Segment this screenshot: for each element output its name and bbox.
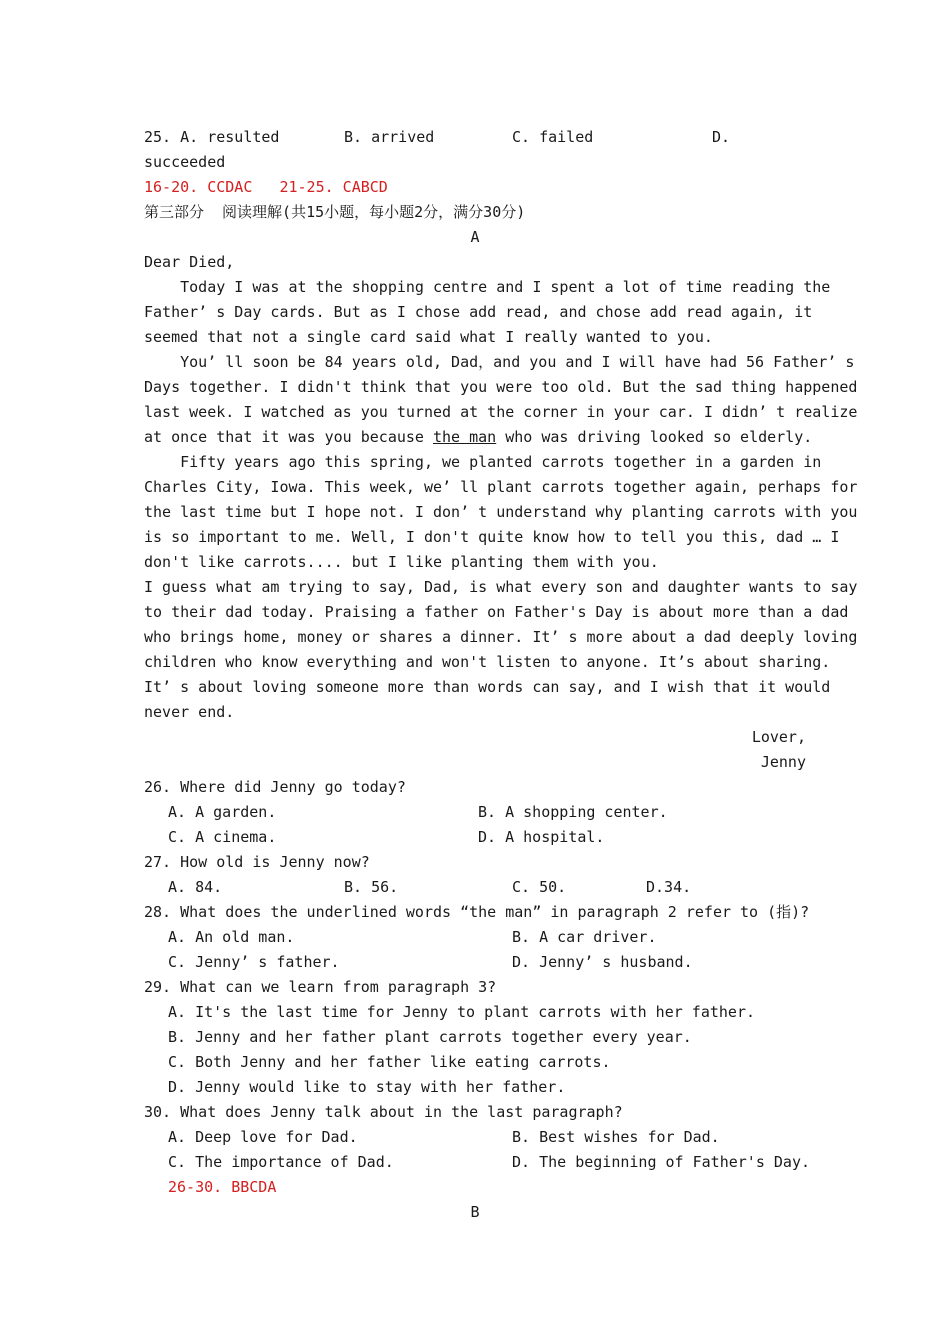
- underlined-the-man: the man: [432, 428, 497, 446]
- question-26-option-b: B. A shopping center.: [478, 803, 668, 821]
- letter-p4-line: to their dad today. Praising a father on Father's Day is about more than a dad: [144, 603, 849, 621]
- letter-p3-line: is so important to me. Well, I don't quite know how to tell you this, dad … I: [144, 528, 840, 546]
- question-29-option-d: D. Jenny would like to stay with her father.: [168, 1078, 566, 1096]
- letter-p4-line: I guess what am trying to say, Dad, is what every son and daughter wants to say: [144, 578, 858, 596]
- question-29-option-c: C. Both Jenny and her father like eating carrots.: [168, 1053, 611, 1071]
- question-29-stem: 29. What can we learn from paragraph 3?: [144, 978, 497, 996]
- question-30-stem: 30. What does Jenny talk about in the last paragraph?: [144, 1103, 623, 1121]
- letter-p2-line: You’ ll soon be 84 years old, Dad，and you and I will have had 56 Father’ s: [144, 353, 855, 371]
- question-27-option-d: D.34.: [646, 878, 692, 896]
- p2-text-post: who was driving looked so elderly.: [496, 428, 813, 446]
- question-28-option-b: B. A car driver.: [512, 928, 657, 946]
- answer-key-16-25: 16-20. CCDAC 21-25. CABCD: [144, 178, 388, 196]
- question-30-option-b: B. Best wishes for Dad.: [512, 1128, 720, 1146]
- question-26-option-c: C. A cinema.: [168, 828, 277, 846]
- question-26-option-a: A. A garden.: [168, 803, 277, 821]
- question-27-option-c: C. 50.: [512, 878, 567, 896]
- section-title: 第三部分 阅读理解(共15小题，每小题2分，满分30分): [144, 203, 526, 221]
- question-28-option-c: C. Jenny’ s father.: [168, 953, 340, 971]
- question-29-option-b: B. Jenny and her father plant carrots together every year.: [168, 1028, 692, 1046]
- letter-p4-line: children who know everything and won't listen to anyone. It’s about sharing.: [144, 653, 831, 671]
- question-29-option-a: A. It's the last time for Jenny to plant carrots with her father.: [168, 1003, 755, 1021]
- question-30-option-c: C. The importance of Dad.: [168, 1153, 394, 1171]
- passage-b-label: B: [470, 1203, 480, 1221]
- q25-option-d-text: succeeded: [144, 153, 226, 171]
- letter-p3-line: Fifty years ago this spring, we planted carrots together in a garden in: [144, 453, 822, 471]
- question-26-option-d: D. A hospital.: [478, 828, 605, 846]
- letter-p4-line: It’ s about loving someone more than words can say, and I wish that it would: [144, 678, 831, 696]
- q25-option-b: B. arrived: [344, 128, 435, 146]
- q25-option-c: C. failed: [512, 128, 594, 146]
- letter-p2-last-line: [144, 427, 812, 447]
- letter-p3-line: Charles City, Iowa. This week, we’ ll plant carrots together again, perhaps for: [144, 478, 858, 496]
- letter-p3-line: don't like carrots.... but I like planting them with you.: [144, 553, 659, 571]
- question-27-stem: 27. How old is Jenny now?: [144, 853, 370, 871]
- q25-option-d-label: D.: [712, 128, 731, 146]
- question-28-option-d: D. Jenny’ s husband.: [512, 953, 693, 971]
- letter-p3-line: the last time but I hope not. I don’ t understand why planting carrots with you: [144, 503, 858, 521]
- question-28-stem: 28. What does the underlined words “the man” in paragraph 2 refer to (指)?: [144, 903, 810, 921]
- question-27-option-a: A. 84.: [168, 878, 223, 896]
- letter-signature: Jenny: [760, 753, 806, 771]
- letter-p4-line: who brings home, money or shares a dinner. It’ s more about a dad deeply loving: [144, 628, 858, 646]
- letter-p2-line: Days together. I didn't think that you were too old. But the sad thing happened: [144, 378, 858, 396]
- q25-option-a: 25. A. resulted: [144, 128, 280, 146]
- question-27-option-b: B. 56.: [344, 878, 399, 896]
- answer-key-26-30: 26-30. BBCDA: [168, 1178, 277, 1196]
- question-30-option-a: A. Deep love for Dad.: [168, 1128, 358, 1146]
- letter-p4-line: never end.: [144, 703, 235, 721]
- question-26-stem: 26. Where did Jenny go today?: [144, 778, 406, 796]
- letter-p2-line: last week. I watched as you turned at the corner in your car. I didn’ t realize: [144, 403, 858, 421]
- p2-text-pre: at once that it was you because: [144, 428, 433, 446]
- letter-p1-line: Today I was at the shopping centre and I spent a lot of time reading the: [144, 278, 831, 296]
- letter-p1-line: Father’ s Day cards. But as I chose add read, and chose add read again, it: [144, 303, 813, 321]
- question-28-option-a: A. An old man.: [168, 928, 295, 946]
- letter-greeting: Dear Died,: [144, 253, 235, 271]
- letter-closing: Lover,: [751, 728, 806, 746]
- passage-a-label: A: [470, 228, 480, 246]
- letter-p1-line: seemed that not a single card said what I really wanted to you.: [144, 328, 713, 346]
- question-30-option-d: D. The beginning of Father's Day.: [512, 1153, 811, 1171]
